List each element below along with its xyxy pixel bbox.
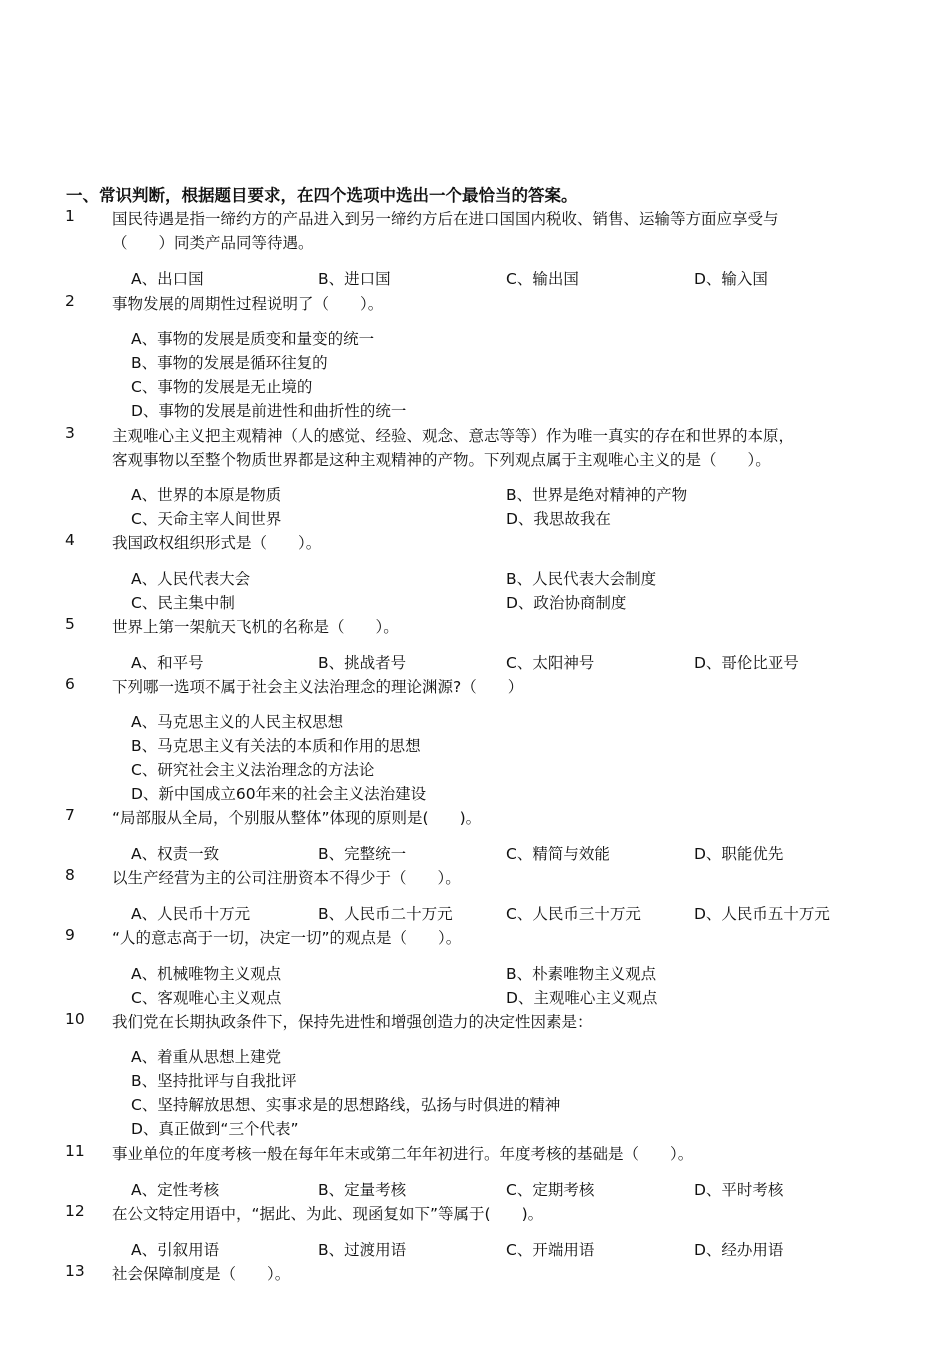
option-a: A、机械唯物主义观点 — [131, 965, 282, 983]
option-b: B、朴素唯物主义观点 — [506, 965, 657, 983]
option-d: D、事物的发展是前进性和曲折性的统一 — [131, 402, 407, 420]
question-number: 10 — [65, 1010, 85, 1028]
question-stem: 在公文特定用语中，“据此、为此、现函复如下”等属于( )。 — [112, 1205, 544, 1223]
option-c: C、人民币三十万元 — [506, 905, 641, 923]
question-stem: 我国政权组织形式是（ ）。 — [112, 534, 322, 552]
option-a: A、着重从思想上建党 — [131, 1048, 282, 1066]
option-d: D、平时考核 — [694, 1181, 784, 1199]
option-d: D、输入国 — [694, 270, 768, 288]
option-a: A、人民代表大会 — [131, 570, 251, 588]
option-c: C、输出国 — [506, 270, 579, 288]
question-number: 8 — [65, 866, 75, 884]
option-d: D、哥伦比亚号 — [694, 654, 799, 672]
question-stem: 世界上第一架航天飞机的名称是（ ）。 — [112, 618, 399, 636]
option-a: A、人民币十万元 — [131, 905, 251, 923]
option-b: B、人民代表大会制度 — [506, 570, 657, 588]
option-c: C、定期考核 — [506, 1181, 595, 1199]
question-number: 5 — [65, 615, 75, 633]
option-a: A、事物的发展是质变和量变的统一 — [131, 330, 375, 348]
option-c: C、坚持解放思想、实事求是的思想路线，弘扬与时俱进的精神 — [131, 1096, 561, 1114]
question-stem: “局部服从全局，个别服从整体”体现的原则是( )。 — [112, 809, 482, 827]
option-d: D、真正做到“三个代表” — [131, 1120, 299, 1138]
option-c: C、研究社会主义法治理念的方法论 — [131, 761, 375, 779]
option-a: A、权责一致 — [131, 845, 220, 863]
question-stem: “人的意志高于一切，决定一切”的观点是（ ）。 — [112, 929, 462, 947]
question-number: 12 — [65, 1202, 85, 1220]
option-c: C、事物的发展是无止境的 — [131, 378, 313, 396]
option-d: D、新中国成立60年来的社会主义法治建设 — [131, 785, 427, 803]
question-number: 1 — [65, 207, 75, 225]
question-number: 6 — [65, 675, 75, 693]
question-stem: （ ）同类产品同等待遇。 — [112, 234, 314, 252]
question-number: 9 — [65, 926, 75, 944]
option-b: B、坚持批评与自我批评 — [131, 1072, 297, 1090]
option-b: B、马克思主义有关法的本质和作用的思想 — [131, 737, 421, 755]
question-number: 4 — [65, 531, 75, 549]
question-number: 7 — [65, 806, 75, 824]
option-c: C、民主集中制 — [131, 594, 235, 612]
option-c: C、开端用语 — [506, 1241, 595, 1259]
option-a: A、和平号 — [131, 654, 204, 672]
question-stem: 事物发展的周期性过程说明了（ ）。 — [112, 295, 384, 313]
option-b: B、完整统一 — [318, 845, 407, 863]
option-c: C、客观唯心主义观点 — [131, 989, 282, 1007]
question-number: 11 — [65, 1142, 85, 1160]
option-c: C、精简与效能 — [506, 845, 610, 863]
question-number: 2 — [65, 292, 75, 310]
option-a: A、马克思主义的人民主权思想 — [131, 713, 344, 731]
section-heading: 一、常识判断，根据题目要求，在四个选项中选出一个最恰当的答案。 — [66, 186, 578, 205]
option-d: D、经办用语 — [694, 1241, 784, 1259]
option-c: C、天命主宰人间世界 — [131, 510, 282, 528]
question-stem: 客观事物以至整个物质世界都是这种主观精神的产物。下列观点属于主观唯心主义的是（ ）。 — [112, 451, 771, 469]
option-b: B、人民币二十万元 — [318, 905, 453, 923]
option-a: A、出口国 — [131, 270, 204, 288]
question-number: 3 — [65, 424, 75, 442]
question-stem: 社会保障制度是（ ）。 — [112, 1265, 291, 1283]
question-stem: 我们党在长期执政条件下，保持先进性和增强创造力的决定性因素是： — [112, 1013, 593, 1031]
option-a: A、世界的本原是物质 — [131, 486, 282, 504]
option-b: B、定量考核 — [318, 1181, 407, 1199]
option-a: A、定性考核 — [131, 1181, 220, 1199]
option-d: D、政治协商制度 — [506, 594, 627, 612]
option-b: B、世界是绝对精神的产物 — [506, 486, 688, 504]
question-stem: 以生产经营为主的公司注册资本不得少于（ ）。 — [112, 869, 461, 887]
option-b: B、事物的发展是循环往复的 — [131, 354, 328, 372]
question-stem: 国民待遇是指一缔约方的产品进入到另一缔约方后在进口国国内税收、销售、运输等方面应享受与 — [112, 210, 779, 228]
option-d: D、职能优先 — [694, 845, 784, 863]
option-b: B、挑战者号 — [318, 654, 407, 672]
option-d: D、我思故我在 — [506, 510, 611, 528]
option-b: B、进口国 — [318, 270, 391, 288]
question-stem: 事业单位的年度考核一般在每年年末或第二年年初进行。年度考核的基础是（ ）。 — [112, 1145, 694, 1163]
option-a: A、引叙用语 — [131, 1241, 220, 1259]
question-number: 13 — [65, 1262, 85, 1280]
option-d: D、主观唯心主义观点 — [506, 989, 658, 1007]
question-stem: 主观唯心主义把主观精神（人的感觉、经验、观念、意志等等）作为唯一真实的存在和世界的本原， — [112, 427, 795, 445]
question-stem: 下列哪一选项不属于社会主义法治理念的理论渊源?（ ） — [112, 678, 524, 696]
option-b: B、过渡用语 — [318, 1241, 407, 1259]
option-d: D、人民币五十万元 — [694, 905, 830, 923]
option-c: C、太阳神号 — [506, 654, 595, 672]
